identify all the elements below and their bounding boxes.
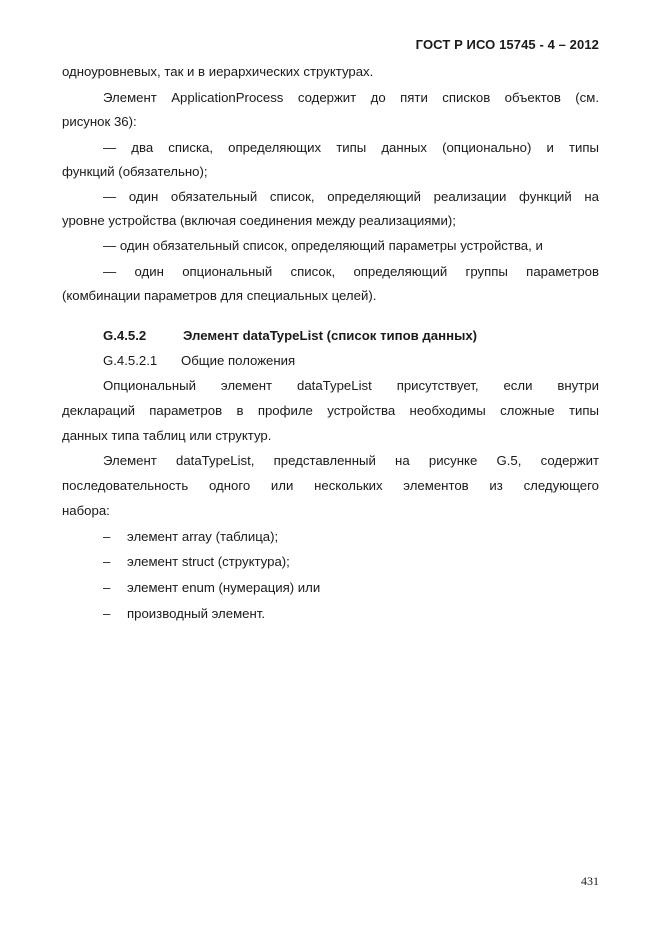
bullet-item [103,529,599,545]
text-line: Опциональный элемент dataTypeList присутствует, если внутри [103,378,599,393]
subsection-heading [103,353,599,369]
text-line: Элемент ApplicationProcess содержит до пяти списков объектов (см. [103,90,599,105]
text-line: последовательность одного или нескольких элементов из следующего [62,478,599,493]
subsection-number: G.4.5.2.1 [103,353,158,368]
text-line: данных типа таблиц или структур. [62,428,272,443]
bullet-text: производный элемент. [127,606,266,621]
document-header: ГОСТ Р ИСО 15745 - 4 – 2012 [415,37,599,52]
bullet-dash: – [103,554,111,569]
text-line: набора: [62,503,110,518]
bullet-text: элемент enum (нумерация) или [127,580,321,595]
text-line: Элемент dataTypeList, представленный на рисунке G.5, содержит [103,453,599,468]
list-item: — один обязательный список, определяющий реализации функций на [103,189,599,204]
text-line: одноуровневых, так и в иерархических структурах. [62,64,374,79]
text-line: (комбинации параметров для специальных целей). [62,288,377,303]
bullet-item [103,606,599,622]
page-number: 431 [581,874,599,888]
text-line: рисунок 36): [62,114,137,129]
bullet-item [103,580,599,596]
list-item: — один опциональный список, определяющий группы параметров [103,264,599,279]
bullet-text: элемент struct (структура); [127,554,290,569]
bullet-dash: – [103,606,111,621]
text-line: уровне устройства (включая соединения между реализациями); [62,213,456,228]
bullet-dash: – [103,580,111,595]
bullet-dash: – [103,529,111,544]
text-line: функций (обязательно); [62,164,208,179]
list-item: — один обязательный список, определяющий параметры устройства, и [103,238,543,253]
list-item: — два списка, определяющих типы данных (опционально) и типы [103,140,599,155]
bullet-item [103,554,599,570]
subsection-title: Общие положения [181,353,296,368]
bullet-text: элемент array (таблица); [127,529,279,544]
section-heading [103,328,599,344]
section-title: Элемент dataTypeList (список типов данных) [183,328,478,343]
section-number: G.4.5.2 [103,328,147,343]
text-line: деклараций параметров в профиле устройства необходимы сложные типы [62,403,599,418]
